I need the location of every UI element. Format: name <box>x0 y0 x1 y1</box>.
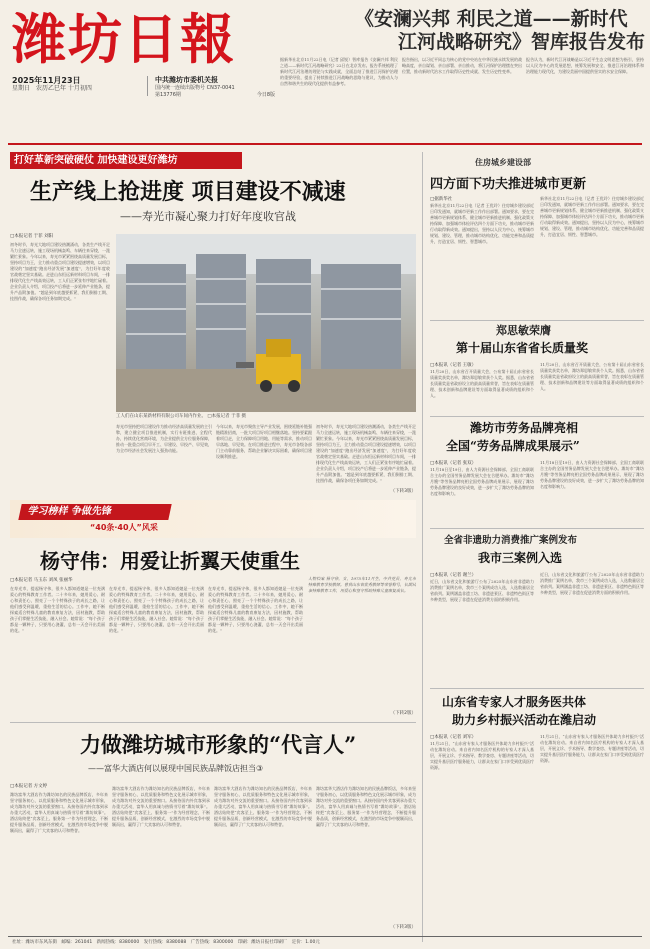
right4-headline: 全省非遗助力消费推广案例发布 <box>444 535 578 546</box>
figure2-byline: □本报记者 方文婷 <box>10 784 48 789</box>
right2-kicker: 郑思敏荣膺 <box>496 324 551 337</box>
figure1-text-col1: 在寿光市，提起杨守伟，很多人都知道她是一位充满爱心的特殊教育工作者。二十多年来，她用爱心、耐心和责任心，照亮了一个个特殊孩子的成长之路，让他们感受到温暖，重拾生活的信心。工作中，她不断探索适合特殊儿童的教育康复方法，因材施教，帮助孩子们掌握生活技能，融入社会。她常说：“每个孩子都是一颗种子，只要用心浇灌，总有一天会开出美丽的花。” <box>10 586 105 633</box>
right4-text-col2: 近日，山东省文化和旅游厅公布了2025年山东省非遗助力消费推广案例名单，我市三个案例成功入选，入选数量居全省前列。案例涵盖非遗工坊、非遗进景区、非遗特色街区等多种类型，展现了非遗在促进消费方面的积极作用。 <box>540 572 644 595</box>
page-count: 今日8版 <box>256 92 275 98</box>
right2-text-col2: 11月20日，山东省召开质量大会，公布第十届山东省省长质量奖获奖名单，潍坊郑思敏荣获个人奖。据悉，山东省省长质量奖是省政府设立的最高质量荣誉，旨在表彰在质量管理、技术创新和品牌建设等方面取得显著成绩的组织和个人。 <box>540 362 644 391</box>
right2-text-col1: 11月20日，山东省召开质量大会，公布第十届山东省省长质量奖获奖名单，潍坊郑思敏荣获个人奖。据悉，山东省省长质量奖是省政府设立的最高质量荣誉，旨在表彰在质量管理、技术创新和品牌建设等方面取得显著成绩的组织和个人。 <box>430 369 534 398</box>
right5-text-col1: 11月21日，“山东省专家人才服务医共体助力乡村振兴”活动在潍坊启动。来自省内知名医疗机构的专家人才深入基层，开展义诊、手术指导、教学查房、专题讲座等活动，切实提升基层医疗服务能力，让群众在家门口享受到优质医疗资源。 <box>430 741 534 770</box>
cn-number: 国内统一连续出版物号 CN37-0041 <box>155 85 235 91</box>
lead-text-col4: 初冬时节，寿光大地项目建设热潮涌动，各类生产线开足马力全速运转，施工现场机械轰鸣、车辆往来穿梭，一派繁忙景象。今年以来，寿光市紧紧围绕高质量发展目标，坚持项目为王，全力推动重点项目建设提速增效，以项目建设的“加速度”跑出经济发展“加速度”，为打好年度收官战奠定坚实基础。走进山东恒远新材料项目车间，一排排现代化生产线高效运转，工人们正紧张有序地忙碌着。企业负责人介绍，项目投产后将进一步延伸产业链条，提升产品附加值。“越是到年底越要抓紧，我们倒排工期、挂图作战，确保各项任务如期完成。” <box>316 424 416 483</box>
lead-byline: □本报记者 于菲 刘阳 <box>10 234 54 239</box>
figure1-byline: □本报记者 马玉东 刘凤 张丽华 <box>10 578 73 583</box>
figure2-continued: （下转3版） <box>390 925 416 930</box>
right3-text-col1: 11月18日至19日，由人力资源社会保障部、全国工商联联合主办的全国劳务品牌发展大会在合肥举办。潍坊市“潍坊月嫂”等劳务品牌亮相全国劳务品牌成果展示，展现了潍坊劳务品牌建设的良好成效，进一步扩大了潍坊劳务品牌的知名度和影响力。 <box>430 467 534 496</box>
masthead-logo: 潍坊日報 <box>12 7 236 71</box>
figure1-continued: （下转2版） <box>390 711 416 716</box>
top-banner-headline <box>355 8 645 54</box>
lead-text-col1: 初冬时节，寿光大地项目建设热潮涌动，各类生产线开足马力全速运转，施工现场机械轰鸣、车辆往来穿梭，一派繁忙景象。今年以来，寿光市紧紧围绕高质量发展目标，坚持项目为王，全力推动重点项目建设提速增效，以项目建设的“加速度”跑出经济发展“加速度”，为打好年度收官战奠定坚实基础。走进山东恒远新材料项目车间，一排排现代化生产线高效运转，工人们正紧张有序地忙碌着。企业负责人介绍，项目投产后将进一步延伸产业链条，提升产品附加值。“越是到年底越要抓紧，我们倒排工期、挂图作战，确保各项任务如期完成。” <box>10 242 110 301</box>
lead-subtitle: ——寿光市凝心聚力打好年度收官战 <box>120 210 296 223</box>
figure2-subtitle: ——富华大酒店何以展现中国民族品牌饭店担当③ <box>88 764 264 773</box>
top-banner-line1: 《安澜兴邦 利民之道——新时代 <box>355 8 628 30</box>
campaign-tag: 学习榜样 争做先锋 <box>18 504 171 520</box>
right1-headline: 四方面下功夫推进城市更新 <box>430 177 587 192</box>
top-banner-line2: 江河战略研究》智库报告发布 <box>397 31 645 53</box>
masthead-info <box>155 76 275 98</box>
right3-text-col2: 11月18日至19日，由人力资源社会保障部、全国工商联联合主办的全国劳务品牌发展大会在合肥举办。潍坊市“潍坊月嫂”等劳务品牌亮相全国劳务品牌成果展示，展现了潍坊劳务品牌建设的良好成效，进一步扩大了潍坊劳务品牌的知名度和影响力。 <box>540 460 644 489</box>
lead-headline: 生产线上抢进度 项目建设不减速 <box>30 179 346 205</box>
campaign-banner <box>10 500 416 538</box>
right1-text-col1: 新华社北京11月22日电（记者 王优玲）住房城乡建设部近日印发通知，就城市更新工作作出部署。通知要求，要在完善城市更新规划体系、健全城市更新推进机制、强化政策支持保障、加强城市体检评估四个方面下功夫，推动城市更新行动取得新成效。通知提出，坚持以人民为中心，统筹城市规划、建设、管理，推动城市结构优化、功能完善和品质提升，打造宜居、韧性、智慧城市。 <box>430 203 534 244</box>
right4-byline: □本报讯（记者 谢兰） <box>430 573 477 578</box>
right3-headline: 潍坊市劳务品牌亮相 <box>470 421 579 435</box>
figure2-text-col4: 潍坊富华大酒店作为潍坊知名的民族品牌饭店，多年来坚守服务初心，以优质服务和特色文化展示城市形象，成为潍坊对外交流的重要窗口。从接待国内外宾客到承办重大活动，富华人用真诚与热情书写着“潍坊故事”。酒店始终把“宾客至上、服务第一”作为经营理念，不断提升服务品质，创新经营模式，在激烈的市场竞争中脱颖而出，赢得了广大宾客的认可和赞誉。 <box>316 786 416 827</box>
right1-kicker: 住房城乡建设部 <box>475 158 531 167</box>
section-strip: 打好革新突破硬仗 加快建设更好潍坊 <box>10 152 242 169</box>
masthead-seal <box>12 76 148 96</box>
right1-byline: □据新华社 <box>430 197 453 202</box>
top-text-col2: 报告指出，以习近平同志为核心的党中央站在中华民族永续发展的战略高度，亲自谋划、亲自部署、亲自推动，将江河保护治理摆在突出位置，推动新时代治水工作取得历史性成就、发生历史性变革。 <box>402 57 522 74</box>
figure1-text-col3: 在寿光市，提起杨守伟，很多人都知道她是一位充满爱心的特殊教育工作者。二十多年来，她用爱心、耐心和责任心，照亮了一个个特殊孩子的成长之路，让他们感受到温暖，重拾生活的信心。工作中，她不断探索适合特殊儿童的教育康复方法，因材施教，帮助孩子们掌握生活技能，融入社会。她常说：“每个孩子都是一颗种子，只要用心浇灌，总有一天会开出美丽的花。” <box>208 586 303 633</box>
top-text-col1: 据新华社北京11月22日电（记者 邱锐）智库报告《安澜兴邦 利民之道——新时代江河战略研究》22日在北京发布。报告系统梳理了新时代江河治理的理论与实践成就，全面总结了推进江河保护治理的重要经验，提出了持续推进江河战略的思路与建议，为推动人与自然和谐共生的现代化提供有益参考。 <box>280 57 398 86</box>
right4-text-col1: 近日，山东省文化和旅游厅公布了2025年山东省非遗助力消费推广案例名单，我市三个案例成功入选，入选数量居全省前列。案例涵盖非遗工坊、非遗进景区、非遗特色街区等多种类型，展现了非遗在促进消费方面的积极作用。 <box>430 579 534 602</box>
right2-headline: 第十届山东省省长质量奖 <box>456 341 589 355</box>
figure2-text-col2: 潍坊富华大酒店作为潍坊知名的民族品牌饭店，多年来坚守服务初心，以优质服务和特色文化展示城市形象，成为潍坊对外交流的重要窗口。从接待国内外宾客到承办重大活动，富华人用真诚与热情书写着“潍坊故事”。酒店始终把“宾客至上、服务第一”作为经营理念，不断提升服务品质，创新经营模式，在激烈的市场竞争中脱颖而出，赢得了广大宾客的认可和赞誉。 <box>112 786 210 827</box>
right5-headline2: 助力乡村振兴活动在潍启动 <box>452 713 597 727</box>
lead-photo <box>116 234 416 412</box>
figure2-text-col1: 潍坊富华大酒店作为潍坊知名的民族品牌饭店，多年来坚守服务初心，以优质服务和特色文化展示城市形象，成为潍坊对外交流的重要窗口。从接待国内外宾客到承办重大活动，富华人用真诚与热情书写着“潍坊故事”。酒店始终把“宾客至上、服务第一”作为经营理念，不断提升服务品质，创新经营模式，在激烈的市场竞争中脱颖而出，赢得了广大宾客的认可和赞誉。 <box>10 792 108 833</box>
right5-headline: 山东省专家人才服务医共体 <box>442 695 587 709</box>
right3-byline: □本报讯（记者 张双） <box>430 461 477 466</box>
lead-text-col3: 今年以来，寿光市聚焦主导产业发展，围绕延链补链强链精准招商，一批大项目好项目相继落地。坚持要素跟着项目走，全力保障项目用地、用能等需求，推动项目早落地、早见效。在项目推进过程中，寿光市各级各部门主动靠前服务，帮助企业解决实际困难，确保项目建设顺利推进。 <box>216 424 312 459</box>
lead-text-col2: 寿光市坚持把项目建设作为推动经济高质量发展的主引擎，建立健全项目推进机制，实行专班推进、全程代办，持续优化营商环境，为企业提供全方位服务保障，推动一批重点项目早开工、早建设、早投产、早见效，为全市经济社会发展注入强劲动能。 <box>116 424 212 453</box>
issue-number: 第13776期 <box>155 92 181 98</box>
top-text-col3: 报告认为，新时代江河战略是以习近平生态文明思想为指引，坚持以人民为中心的发展思想，统筹发展和安全，推进江河治理体系和治理能力现代化，为建设美丽中国提供坚实的水安全保障。 <box>526 57 644 74</box>
right3-headline2: 全国“劳务品牌成果展示” <box>446 439 580 453</box>
lead-photo-caption: 工人们在山东某新材料有限公司车间内作业。 □本报记者 于菲 摄 <box>116 414 247 419</box>
issue-date: 2025年11月23日 <box>12 76 81 85</box>
right5-byline: □本报讯（记者 刘军） <box>430 735 477 740</box>
figure2-headline: 力做潍坊城市形象的“代言人” <box>80 732 357 757</box>
figure1-profile: 人物档案 杨守伟，女，1975年11月生，中共党员，寿光市特殊教育学校教师。曾获山东省优秀教师等荣誉称号，长期从事特殊教育工作，用爱心和坚守帮助特殊儿童康复成长。 <box>308 576 416 593</box>
right1-text-col2: 新华社北京11月22日电（记者 王优玲）住房城乡建设部近日印发通知，就城市更新工作作出部署。通知要求，要在完善城市更新规划体系、健全城市更新推进机制、强化政策支持保障、加强城市体检评估四个方面下功夫，推动城市更新行动取得新成效。通知提出，坚持以人民为中心，统筹城市规划、建设、管理，推动城市结构优化、功能完善和品质提升，打造宜居、韧性、智慧城市。 <box>540 196 644 237</box>
lunar-date: 农历乙巳年 十月初四 <box>36 85 92 92</box>
figure1-text-col2: 在寿光市，提起杨守伟，很多人都知道她是一位充满爱心的特殊教育工作者。二十多年来，她用爱心、耐心和责任心，照亮了一个个特殊孩子的成长之路，让他们感受到温暖，重拾生活的信心。工作中，她不断探索适合特殊儿童的教育康复方法，因材施教，帮助孩子们掌握生活技能，融入社会。她常说：“每个孩子都是一颗种子，只要用心浇灌，总有一天会开出美丽的花。” <box>109 586 204 633</box>
right5-text-col2: 11月21日，“山东省专家人才服务医共体助力乡村振兴”活动在潍坊启动。来自省内知名医疗机构的专家人才深入基层，开展义诊、手术指导、教学查房、专题讲座等活动，切实提升基层医疗服务能力，让群众在家门口享受到优质医疗资源。 <box>540 734 644 763</box>
campaign-sub: “40条·40人”风采 <box>90 523 158 532</box>
figure2-text-col3: 潍坊富华大酒店作为潍坊知名的民族品牌饭店，多年来坚守服务初心，以优质服务和特色文化展示城市形象，成为潍坊对外交流的重要窗口。从接待国内外宾客到承办重大活动，富华人用真诚与热情书写着“潍坊故事”。酒店始终把“宾客至上、服务第一”作为经营理念，不断提升服务品质，创新经营模式，在激烈的市场竞争中脱颖而出，赢得了广大宾客的认可和赞誉。 <box>214 786 312 827</box>
factory-illustration <box>116 234 416 412</box>
right4-headline2: 我市三案例入选 <box>478 551 563 565</box>
weekday: 星期日 <box>12 85 31 92</box>
lead-continued: （下转3版） <box>390 489 416 494</box>
footer-info: 社址：潍坊市东风东街 邮编：261041 新闻热线：8380000 发行热线：8380088 广告热线：8300000 印刷：潍坊日报社印刷厂 定价：1.00元 <box>12 940 320 945</box>
figure1-headline: 杨守伟：用爱让折翼天使重生 <box>40 549 300 573</box>
publisher: 中共潍坊市委机关报 <box>155 76 218 84</box>
right2-byline: □本报讯（记者 王敏） <box>430 363 477 368</box>
